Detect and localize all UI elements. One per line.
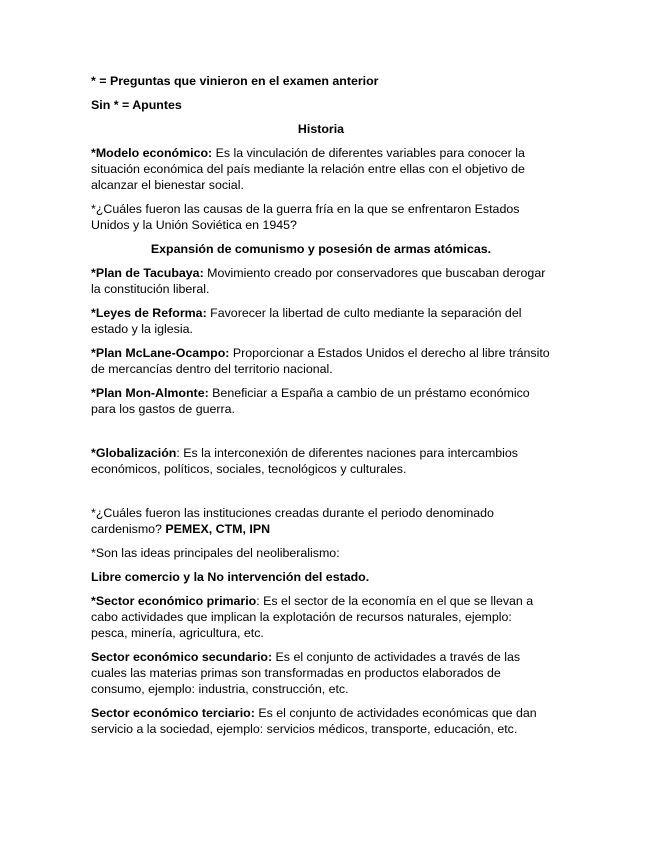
entry-term: *Leyes de Reforma: <box>91 306 207 320</box>
question-cardenismo <box>91 505 551 537</box>
legend-questions: * = Preguntas que vinieron en el examen anterior <box>91 74 379 88</box>
entry-text: : Es el sector de la economía en el que se llevan a cabo actividades que implican la explotación de recursos naturales, ejemplo: pesca, minería, agricultura, etc. <box>91 594 534 640</box>
answer-neoliberalismo: Libre comercio y la No intervención del estado. <box>91 570 370 584</box>
entry-term: *Globalización <box>91 446 177 460</box>
legend-notes: Sin * = Apuntes <box>91 98 182 112</box>
entry-sector-terciario <box>91 705 551 737</box>
entry-term: Sector económico terciario: <box>91 706 255 720</box>
entry-text: Es el conjunto de actividades a través de las cuales las materias primas son transformadas en productos elaborados de consumo, ejemplo: industria, construcción, etc. <box>91 650 521 696</box>
question-guerra-fria: *¿Cuáles fueron las causas de la guerra fría en la que se enfrentaron Estados Unidos y la Unión Soviética en 1945? <box>91 202 520 232</box>
entry-text: Movimiento creado por conservadores que buscaban derogar la constitución liberal. <box>91 266 546 296</box>
entry-plan-mon-almonte <box>91 385 551 417</box>
entry-term: *Modelo económico: <box>91 146 213 160</box>
entry-sector-secundario <box>91 649 551 697</box>
entry-sector-primario <box>91 593 551 641</box>
entry-term: Sector económico secundario: <box>91 650 273 664</box>
entry-text: : Es la interconexión de diferentes naciones para intercambios económicos, políticos, sociales, tecnológicos y culturales. <box>91 446 519 476</box>
entry-plan-mclane-ocampo <box>91 345 551 377</box>
entry-plan-tacubaya <box>91 265 551 297</box>
entry-text: Favorecer la libertad de culto mediante la separación del estado y la iglesia. <box>91 306 522 336</box>
entry-term: *Plan McLane-Ocampo: <box>91 346 230 360</box>
entry-term: *Plan de Tacubaya: <box>91 266 204 280</box>
entry-text: Es el conjunto de actividades económicas que dan servicio a la sociedad, ejemplo: servicios médicos, transporte, educación, etc. <box>91 706 537 736</box>
answer-guerra-fria: Expansión de comunismo y posesión de armas atómicas. <box>150 242 492 256</box>
entry-modelo-economico <box>91 145 551 193</box>
document-page <box>91 73 551 745</box>
entry-text: Beneficiar a España a cambio de un préstamo económico para los gastos de guerra. <box>91 386 530 416</box>
section-title: Historia <box>297 122 345 136</box>
question-text: *¿Cuáles fueron las instituciones creadas durante el periodo denominado cardenismo? <box>91 506 494 536</box>
entry-leyes-reforma <box>91 305 551 337</box>
entry-globalizacion <box>91 445 551 477</box>
entry-text: Proporcionar a Estados Unidos el derecho al libre tránsito de mercancías dentro del territorio nacional. <box>91 346 550 376</box>
entry-term: *Sector económico primario <box>91 594 257 608</box>
answer-text: PEMEX, CTM, IPN <box>165 522 271 536</box>
entry-text: Es la vinculación de diferentes variables para conocer la situación económica del país mediante la relación entre ellas con el objetivo de alcanzar el bienestar social. <box>91 146 525 192</box>
question-neoliberalismo: *Son las ideas principales del neoliberalismo: <box>91 546 340 560</box>
entry-term: *Plan Mon-Almonte: <box>91 386 209 400</box>
